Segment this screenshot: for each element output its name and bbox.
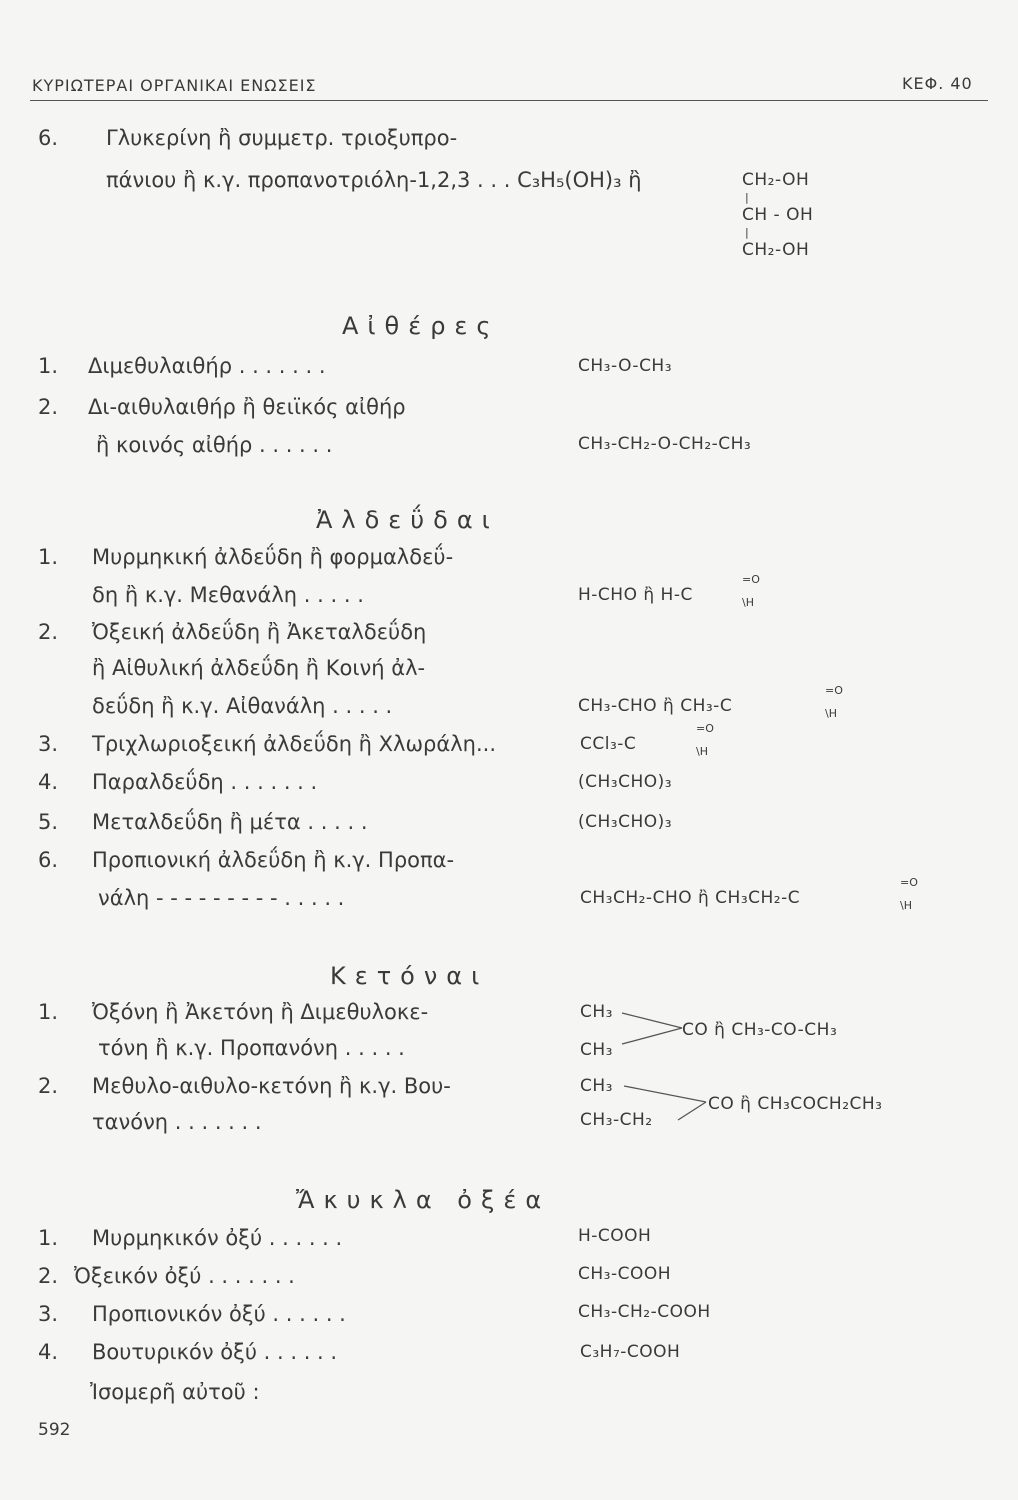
glycerin-number: 6. <box>38 126 59 150</box>
item-number: 2. <box>38 395 59 419</box>
glycerin-line-1: Γλυκερίνη ἢ συμμετρ. τριοξυπρο- <box>106 126 458 150</box>
branch-bonds <box>622 1082 712 1126</box>
formula: CO ἢ CH₃COCH₂CH₃ <box>708 1094 883 1114</box>
item-name: Τριχλωριοξεική ἀλδεΰδη ἢ Χλωράλη... <box>92 732 496 756</box>
formula: CH₃-CH₂-COOH <box>578 1302 711 1322</box>
bond-hydrogen: \H <box>742 596 754 609</box>
item-name: Ὀξεικόν ὀξύ . . . . . . . <box>74 1264 295 1288</box>
item-number: 1. <box>38 354 59 378</box>
item-name: Μυρμηκική ἀλδεΰδη ἢ φορμαλδεΰ- <box>92 545 454 569</box>
item-name: Μεταλδεΰδη ἢ μέτα . . . . . <box>92 810 368 834</box>
item-name: Προπιονικόν ὀξύ . . . . . . <box>92 1302 346 1326</box>
item-name: νάλη - - - - - - - - - . . . . . <box>98 886 345 910</box>
chapter-label: ΚΕΦ. 40 <box>902 74 973 93</box>
branch-bonds <box>620 1008 686 1048</box>
item-number: 6. <box>38 848 59 872</box>
formula: CH₃CH₂-CHO ἢ CH₃CH₂-C <box>580 888 801 908</box>
item-name: τόνη ἢ κ.γ. Προπανόνη . . . . . <box>98 1036 405 1060</box>
item-name: Δι-αιθυλαιθήρ ἢ θειϊκός αἰθήρ <box>88 395 406 419</box>
double-bond-oxygen: =O <box>900 876 918 889</box>
page-number: 592 <box>38 1420 71 1440</box>
formula: CO ἢ CH₃-CO-CH₃ <box>682 1020 838 1040</box>
formula: CH₃-COOH <box>578 1264 672 1284</box>
section-title-ketones: Κετόναι <box>330 962 489 990</box>
item-number: 3. <box>38 732 59 756</box>
item-name: τανόνη . . . . . . . <box>92 1110 262 1134</box>
item-name: Βουτυρικόν ὀξύ . . . . . . <box>92 1340 338 1364</box>
formula: (CH₃CHO)₃ <box>578 812 673 832</box>
item-name: Μυρμηκικόν ὀξύ . . . . . . <box>92 1226 343 1250</box>
section-title-aldehydes: Ἀλδεΰδαι <box>316 506 499 534</box>
glycerin-line-2: πάνιου ἢ κ.γ. προπανοτριόλη-1,2,3 . . . C₃H₅(OH)₃ ἢ <box>106 168 642 192</box>
bond-mark: | <box>745 191 749 204</box>
item-number: 3. <box>38 1302 59 1326</box>
formula: H-CHO ἢ H-C <box>578 585 693 605</box>
glycerin-struct-3: CH₂-OH <box>742 240 810 260</box>
item-name: Παραλδεΰδη . . . . . . . <box>92 770 318 794</box>
item-name: ἢ κοινός αἰθήρ . . . . . . <box>96 433 333 457</box>
section-title-ethers: Αἰθέρες <box>342 312 500 340</box>
item-number: 2. <box>38 1264 59 1288</box>
item-number: 1. <box>38 1226 59 1250</box>
item-number: 1. <box>38 545 59 569</box>
formula: H-COOH <box>578 1226 652 1246</box>
item-number: 5. <box>38 810 59 834</box>
formula: CH₃-O-CH₃ <box>578 356 673 376</box>
section-title-acids: Ἄκυκλα ὀξέα <box>296 1186 551 1214</box>
double-bond-oxygen: =O <box>742 573 760 586</box>
branch-lower: CH₃-CH₂ <box>580 1110 653 1130</box>
item-name: ἢ Αἰθυλική ἀλδεΰδη ἢ Κοινή ἀλ- <box>92 656 426 680</box>
bond-mark: | <box>745 226 749 239</box>
double-bond-oxygen: =O <box>825 684 843 697</box>
item-number: 4. <box>38 770 59 794</box>
branch-upper: CH₃ <box>580 1002 613 1022</box>
formula: CH₃-CHO ἢ CH₃-C <box>578 696 733 716</box>
bond-hydrogen: \H <box>696 745 708 758</box>
running-header-title: ΚΥΡΙΩΤΕΡΑΙ ΟΡΓΑΝΙΚΑΙ ΕΝΩΣΕΙΣ <box>32 76 317 95</box>
isomers-label: Ἰσομερῆ αὐτοῦ : <box>90 1380 260 1404</box>
branch-lower: CH₃ <box>580 1040 613 1060</box>
item-number: 4. <box>38 1340 59 1364</box>
formula: (CH₃CHO)₃ <box>578 772 673 792</box>
formula: CCl₃-C <box>580 734 637 754</box>
item-number: 2. <box>38 1074 59 1098</box>
bond-hydrogen: \H <box>900 899 912 912</box>
item-name: δη ἢ κ.γ. Μεθανάλη . . . . . <box>92 583 364 607</box>
bond-hydrogen: \H <box>825 707 837 720</box>
item-name: Ὀξεική ἀλδεΰδη ἢ Ἀκεταλδεΰδη <box>92 620 427 644</box>
item-number: 2. <box>38 620 59 644</box>
double-bond-oxygen: =O <box>696 722 714 735</box>
formula: C₃H₇-COOH <box>580 1342 681 1362</box>
item-name: Προπιονική ἀλδεΰδη ἢ κ.γ. Προπα- <box>92 848 455 872</box>
header-rule <box>30 100 988 101</box>
item-name: Ὀξόνη ἢ Ἀκετόνη ἢ Διμεθυλοκε- <box>92 1000 429 1024</box>
item-name: Μεθυλο-αιθυλο-κετόνη ἢ κ.γ. Βου- <box>92 1074 451 1098</box>
branch-upper: CH₃ <box>580 1076 613 1096</box>
glycerin-struct-2: CH - OH <box>742 205 814 225</box>
item-name: δεΰδη ἢ κ.γ. Αἰθανάλη . . . . . <box>92 694 393 718</box>
item-number: 1. <box>38 1000 59 1024</box>
formula: CH₃-CH₂-O-CH₂-CH₃ <box>578 434 752 454</box>
glycerin-struct-1: CH₂-OH <box>742 170 810 190</box>
item-name: Διμεθυλαιθήρ . . . . . . . <box>88 354 326 378</box>
